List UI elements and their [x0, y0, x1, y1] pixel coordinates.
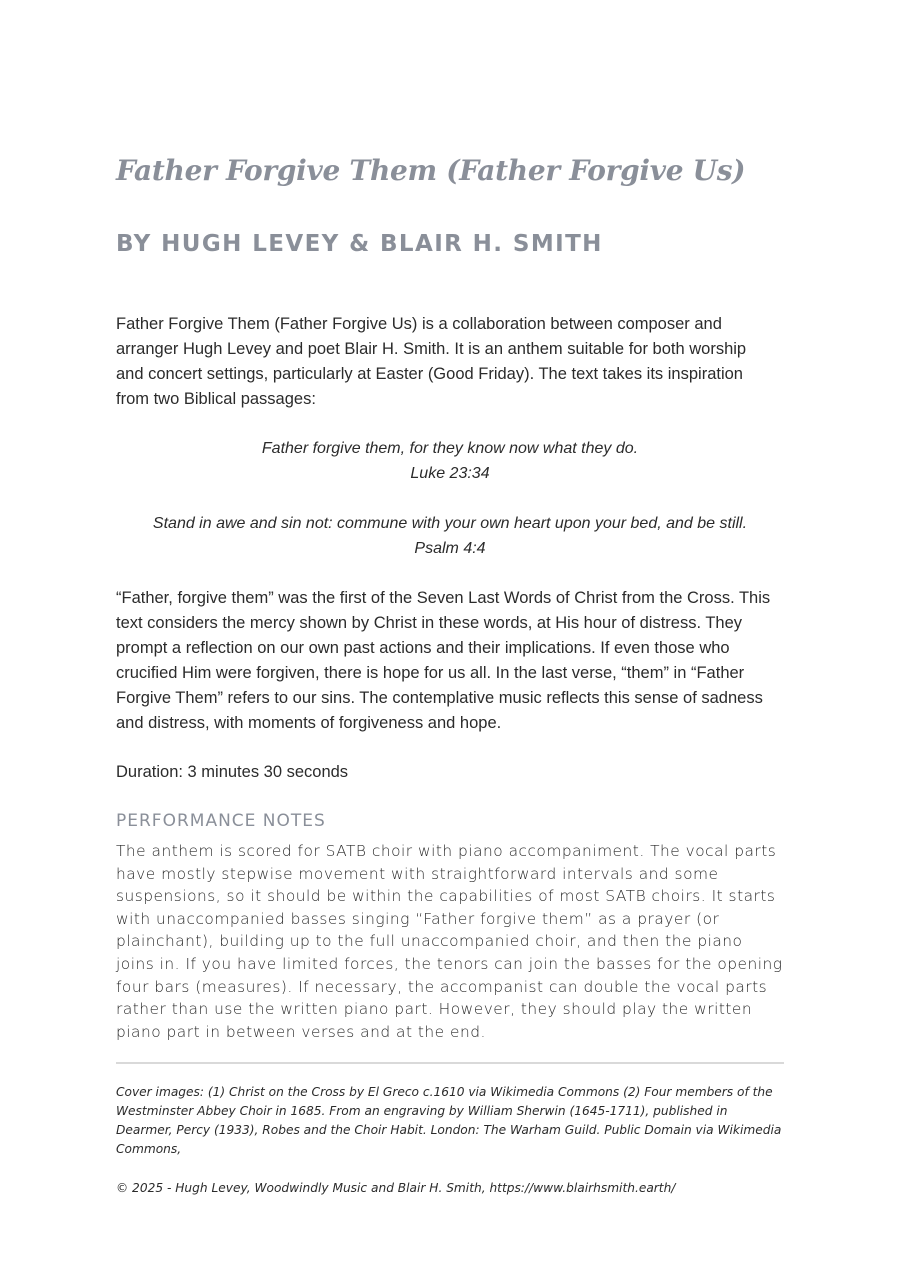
performance-notes-body: The anthem is scored for SATB choir with piano accompaniment. The vocal parts have mostly stepwise movement with straightforward intervals and some suspensions, so it should be within the capabilities of most SATB choirs. It starts with unaccompanied basses singing “Father forgive them” as a prayer (or plainchant), building up to the full unaccompanied choir, and then the piano joins in. If you have limited forces, the tenors can join the basses for the opening four bars (measures). If necessary, the accompanist can double the vocal parts rather than use the written piano part. However, they should play the written piano part in between verses and at the end. [116, 842, 783, 1041]
quote-reference: Luke 23:34 [410, 465, 490, 482]
duration-text: Duration: 3 minutes 30 seconds [116, 763, 349, 781]
performance-notes-heading: PERFORMANCE NOTES [116, 811, 326, 831]
quote-text: Stand in awe and sin not: commune with your own heart upon your bed, and be still. [152, 515, 748, 532]
scripture-quote [116, 436, 784, 486]
cover-image-credits: Cover images: (1) Christ on the Cross by El Greco c.1610 via Wikimedia Commons (2) Four members of the Westminster Abbey Choir in 1685. From an engraving by William Sherwin (1645-1711), published in Dearmer, Percy (1933), Robes and the Choir Habit. London: The Warham Guild. Public Domain via Wikimedia Commons, [116, 1085, 782, 1156]
quote-text: Father forgive them, for they know now what they do. [261, 440, 639, 457]
description-paragraph: “Father, forgive them” was the first of the Seven Last Words of Christ from the Cross. This text considers the mercy shown by Christ in these words, at His hour of distress. They prompt a reflection on our own past actions and their implications. If even those who crucified Him were forgiven, there is hope for us all. In the last verse, “them” in “Father Forgive Them” refers to our sins. The contemplative music reflects this sense of sadness and distress, with moments of forgiveness and hope. [116, 589, 771, 732]
quote-reference: Psalm 4:4 [414, 540, 486, 557]
copyright-notice: © 2025 - Hugh Levey, Woodwindly Music and Blair H. Smith, https://www.blairhsmith.earth/ [116, 1181, 676, 1195]
footer-divider [116, 1062, 784, 1064]
document-title: Father Forgive Them (Father Forgive Us) [116, 154, 746, 187]
intro-paragraph: Father Forgive Them (Father Forgive Us) is a collaboration between composer and arranger Hugh Levey and poet Blair H. Smith. It is an anthem suitable for both worship and concert settings, particularly at Easter (Good Friday). The text takes its inspiration from two Biblical passages: [116, 315, 747, 408]
byline: BY HUGH LEVEY & BLAIR H. SMITH [116, 231, 603, 257]
scripture-quote [116, 511, 784, 561]
